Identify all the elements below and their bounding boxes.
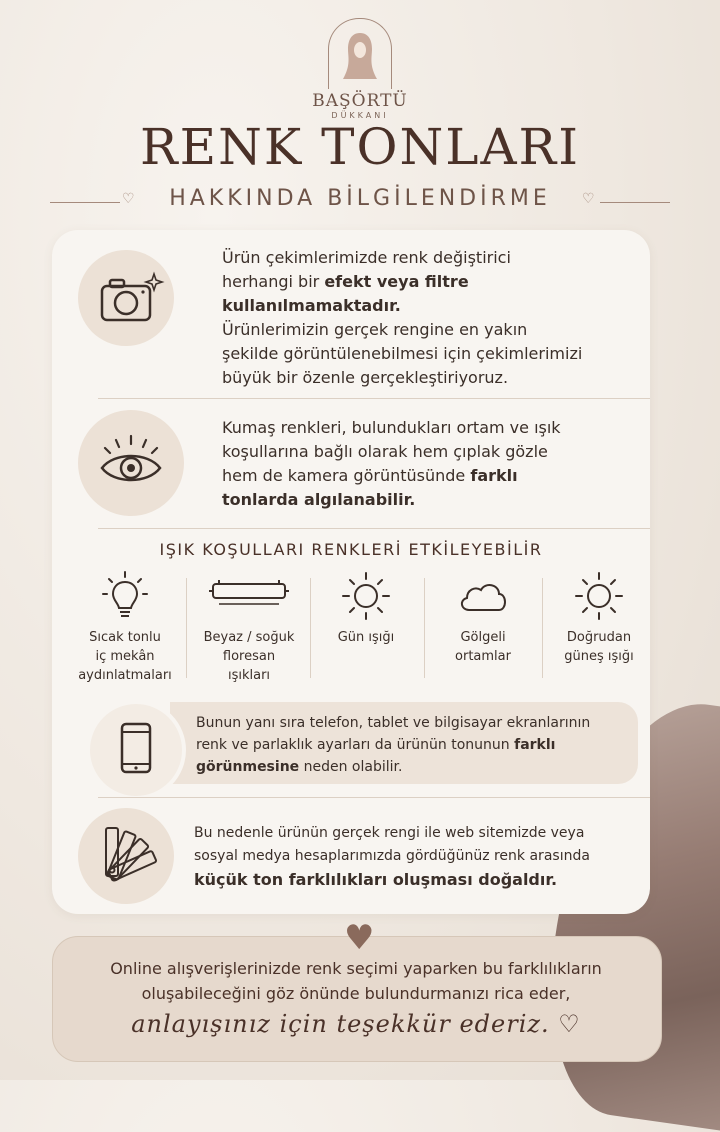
block1-line: Ürün çekimlerimizde renk değiştirici (222, 248, 511, 267)
eye-circle (78, 410, 184, 516)
divider (98, 398, 650, 399)
thanks-text: anlayışınız için teşekkür ederiz. ♡ (131, 1010, 581, 1038)
block2-text (222, 416, 642, 512)
condition-label: Gölgeli ortamlar (455, 630, 511, 664)
subtitle-row (0, 186, 720, 220)
condition-shade (424, 570, 542, 666)
block4-line: sosyal medya hesaplarımızda gördüğünüz renk arasında (194, 848, 590, 864)
block3-bold-part: görünmesine (196, 759, 300, 775)
condition-label: Sıcak tonlu iç mekân aydınlatmaları (78, 630, 172, 683)
block3-text-part: renk ve parlaklık ayarları da ürünün tonunun (196, 737, 515, 753)
lighting-heading: IŞIK KOŞULLARI RENKLERİ ETKİLEYEBİLİR (159, 540, 543, 559)
heart-icon: ♡ (582, 191, 595, 207)
condition-label: Gün ışığı (337, 630, 395, 645)
block4-text (194, 822, 634, 891)
block1-line (222, 294, 642, 318)
condition-daylight (307, 570, 425, 647)
block1-line: büyük bir özenle gerçekleştiriyoruz. (222, 368, 509, 387)
brand-name: BAŞÖRTÜ (312, 91, 408, 111)
block1-line: şekilde görüntülenebilmesi için çekimlerimizi (222, 344, 583, 363)
block4-line: küçük ton farklılıkları oluşması doğaldır. (194, 870, 558, 889)
sun-icon (340, 570, 392, 622)
block1-line: Ürünlerimizin gerçek rengine en yakın (222, 320, 528, 339)
eye-icon (78, 410, 184, 516)
brand-sub: DÜKKANI (331, 111, 389, 120)
block4-line: Bu nedenle ürünün gerçek rengi ile web sitemizde veya (194, 825, 585, 841)
sun-bright-icon (573, 570, 625, 622)
divider (98, 528, 650, 529)
block3-bold-part: farklı (514, 737, 556, 753)
block3-line (196, 734, 636, 756)
bulb-icon (101, 570, 149, 622)
heart-icon: ♡ (122, 191, 135, 207)
block2-line: koşullarına bağlı olarak hem çıplak gözle (222, 442, 548, 461)
block1-line (222, 270, 642, 294)
footer-text (52, 956, 660, 1006)
brand-logo (310, 18, 410, 120)
cloud-icon (455, 570, 511, 622)
block1-bold-part: efekt veya filtre (324, 272, 469, 291)
condition-label: Beyaz / soğuk floresan ışıkları (203, 630, 295, 683)
page-title: RENK TONLARI (140, 118, 580, 176)
block1-text-part: herhangi bir (222, 272, 325, 291)
swatch-circle (78, 808, 174, 904)
footer-line: oluşabileceğini göz önünde bulundurmanızı rica eder, (141, 984, 571, 1003)
block2-bold-part: farklı (470, 466, 518, 485)
right-rule (600, 202, 670, 203)
block2-bold-part: tonlarda algılanabilir. (222, 490, 416, 509)
block2-line: Kumaş renkleri, bulundukları ortam ve ışık (222, 418, 561, 437)
footer-line: Online alışverişlerinizde renk seçimi yaparken bu farklılıkların (110, 959, 602, 978)
block3-text-part: neden olabilir. (299, 759, 403, 775)
block3-text (196, 712, 636, 778)
condition-label: Doğrudan güneş ışığı (564, 630, 634, 664)
logo-arch (328, 18, 392, 89)
camera-circle (78, 250, 174, 346)
condition-fluorescent (190, 570, 308, 685)
block1-bold-part: kullanılmamaktadır. (222, 296, 401, 315)
condition-direct-sun (540, 570, 658, 666)
hijab-figure-icon (329, 19, 391, 89)
block3-line: Bunun yanı sıra telefon, tablet ve bilgisayar ekranlarının (196, 715, 591, 731)
block2-line (222, 464, 642, 488)
heart-icon: ♥ (344, 918, 375, 958)
fluorescent-icon (207, 570, 291, 622)
block3-line (196, 756, 636, 778)
page-subtitle: HAKKINDA BİLGİLENDİRME (169, 186, 551, 211)
block1-text (222, 246, 642, 390)
camera-icon (78, 250, 174, 346)
divider (98, 797, 650, 798)
phone-circle (86, 700, 186, 800)
phone-icon (90, 704, 182, 796)
separator (186, 578, 187, 678)
condition-warm-indoor (66, 570, 184, 685)
color-swatch-icon (78, 808, 174, 904)
block2-text-part: hem de kamera görüntüsünde (222, 466, 471, 485)
block2-line (222, 488, 642, 512)
